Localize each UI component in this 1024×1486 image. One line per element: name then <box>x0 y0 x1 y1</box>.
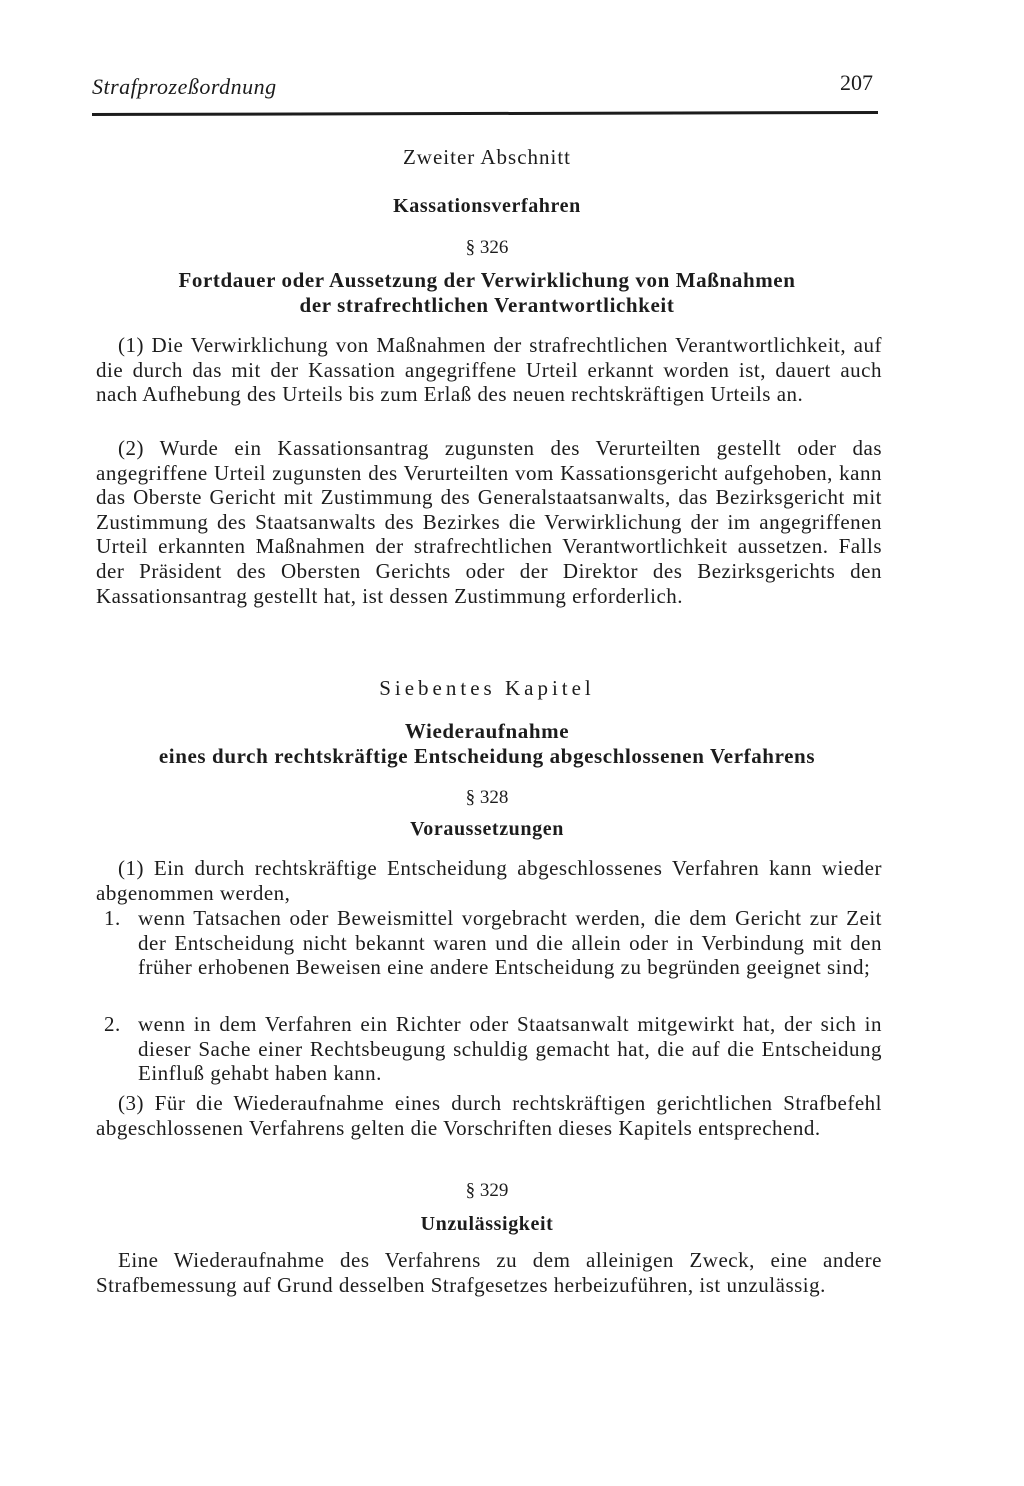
paragraph-mark-328: § 328 <box>465 787 509 808</box>
list-item-number: 1. <box>104 906 121 930</box>
paragraph-heading-329: Unzulässigkeit <box>420 1213 554 1235</box>
paragraph-329: Eine Wiederaufnahme des Verfahrens zu dem alleinigen Zweck, eine andere Strafbemessung auf Grund desselben Strafgesetzes herbeizuführen, ist unzulässig. <box>96 1248 882 1297</box>
chapter-label: Siebentes Kapitel <box>379 676 595 700</box>
paragraph-heading-328: Voraussetzungen <box>410 818 564 840</box>
paragraph-heading-326-line2: der strafrechtlichen Verantwortlichkeit <box>299 293 675 317</box>
paragraph-mark-326: § 326 <box>465 237 509 258</box>
paragraph-heading-326-line1: Fortdauer oder Aussetzung der Verwirklichung von Maßnahmen <box>178 268 796 292</box>
chapter-title-line2: eines durch rechtskräftige Entscheidung abgeschlossenen Verfahrens <box>158 744 816 768</box>
section-label: Zweiter Abschnitt <box>402 145 572 169</box>
chapter-title-line1: Wiederaufnahme <box>404 719 570 743</box>
list-item-text: wenn in dem Verfahren ein Richter oder Staatsanwalt mitgewirkt hat, der sich in dieser Sache einer Rechtsbeugung schuldig gemacht hat, die auf die Entscheidung Einfluß gehabt haben kann. <box>138 1012 882 1086</box>
paragraph-326-1: (1) Die Verwirklichung von Maßnahmen der strafrechtlichen Verantwortlichkeit, auf die durch das mit der Kassation angegriffene Urteil erkannt worden ist, dauert auch nach Aufhebung des Urteils bis zum Erlaß des neuen rechtskräftigen Urteils an. <box>96 333 882 407</box>
list-item <box>104 1012 882 1086</box>
paragraph-326-2: (2) Wurde ein Kassationsantrag zugunsten des Verurteilten gestellt oder das angegriffene Urteil zugunsten des Verurteilten vom Kassationsgericht aufgehoben, kann das Oberste Gericht mit Zustimmung des Generalstaatsanwalts, das Bezirksgericht mit Zustimmung des Staatsanwalts des Bezirkes die Verwirklichung der im angegriffenen Urteil erkannten Maßnahmen der strafrechtlichen Verantwortlichkeit aussetzen. Falls der Präsident des Obersten Gerichts oder der Direktor des Bezirksgerichts den Kassationsantrag gestellt hat, ist dessen Zustimmung erforderlich. <box>96 436 882 608</box>
paragraph-mark-329: § 329 <box>465 1180 509 1201</box>
page-number: 207 <box>840 70 873 95</box>
header-rule <box>92 111 878 116</box>
list-item-number: 2. <box>104 1012 121 1036</box>
list-item <box>104 906 882 980</box>
paragraph-328-3: (3) Für die Wiederaufnahme eines durch rechtskräftigen gerichtlichen Strafbefehl abgeschlossenen Verfahrens gelten die Vorschriften dieses Kapitels entsprechend. <box>96 1091 882 1140</box>
running-title: Strafprozeßordnung <box>92 74 277 99</box>
paragraph-328-intro: (1) Ein durch rechtskräftige Entscheidung abgeschlossenes Verfahren kann wieder abgenommen werden, <box>96 856 882 905</box>
list-item-text: wenn Tatsachen oder Beweismittel vorgebracht werden, die dem Gericht zur Zeit der Entscheidung nicht bekannt waren und die allein oder in Verbindung mit den früher erhobenen Beweisen eine andere Entscheidung zu begründen geeignet sind; <box>138 906 882 980</box>
section-title: Kassationsverfahren <box>393 195 581 217</box>
